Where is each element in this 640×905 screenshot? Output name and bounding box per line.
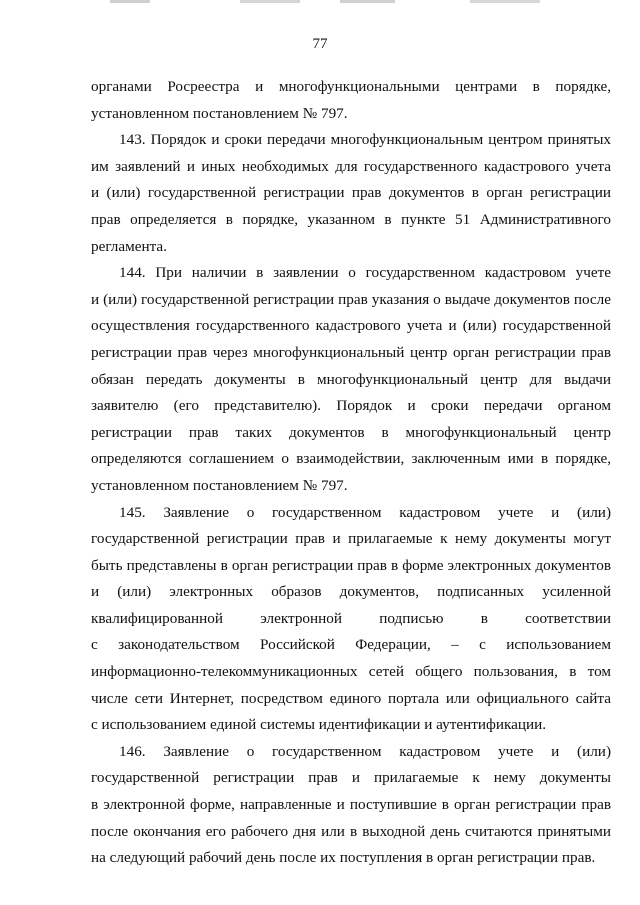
text-line: и (или) электронных образов документов, подписанных усиленной bbox=[91, 583, 611, 601]
text-line: 144. При наличии в заявлении о государственном кадастровом учете bbox=[119, 264, 611, 282]
text-line: им заявлений и иных необходимых для государственного кадастрового учета bbox=[91, 157, 611, 175]
text-line: обязан передать документы в многофункциональный центр для выдачи bbox=[91, 370, 611, 388]
text-line: определяются соглашением о взаимодействии, заключенным ими в порядке, bbox=[91, 450, 611, 468]
text-line: после окончания его рабочего дня или в выходной день считаются принятыми bbox=[91, 822, 611, 840]
text-line: регламента. bbox=[91, 237, 167, 255]
text-line: 145. Заявление о государственном кадастровом учете и (или) bbox=[119, 503, 611, 521]
text-line: числе сети Интернет, посредством единого портала или официального сайта bbox=[91, 689, 611, 707]
page-number: 77 bbox=[312, 36, 328, 52]
scan-top-edge bbox=[0, 0, 640, 3]
text-line: регистрации прав через многофункциональный центр орган регистрации прав bbox=[91, 343, 611, 361]
paragraph-145 bbox=[91, 500, 611, 739]
paragraph-146 bbox=[91, 739, 611, 872]
text-line: на следующий рабочий день после их поступления в орган регистрации прав. bbox=[91, 849, 596, 867]
text-line: государственной регистрации прав и прилагаемые к нему документы bbox=[91, 769, 611, 787]
text-line: органами Росреестра и многофункциональными центрами в порядке, bbox=[91, 78, 611, 95]
text-line: с использованием единой системы идентификации и аутентификации. bbox=[91, 716, 547, 734]
text-line: и (или) государственной регистрации прав документов в орган регистрации bbox=[91, 184, 611, 202]
text-line: осуществления государственного кадастрового учета и (или) государственной bbox=[91, 317, 611, 335]
text-line: в электронной форме, направленные и поступившие в орган регистрации прав bbox=[91, 796, 611, 814]
text-line: быть представлены в орган регистрации прав в форме электронных документов bbox=[91, 556, 611, 574]
text-line: регистрации прав таких документов в многофункциональный центр bbox=[91, 423, 611, 441]
document-body bbox=[91, 74, 611, 872]
text-line: информационно-телекоммуникационных сетей общего пользования, в том bbox=[91, 663, 611, 681]
text-line: 143. Порядок и сроки передачи многофункциональным центром принятых bbox=[119, 131, 611, 149]
paragraph-continuation bbox=[91, 74, 611, 127]
text-line: установленном постановлением № 797. bbox=[91, 104, 348, 122]
text-line: 146. Заявление о государственном кадастровом учете и (или) bbox=[119, 742, 611, 760]
text-line: и (или) государственной регистрации прав указания о выдаче документов после bbox=[91, 290, 611, 308]
text-line: квалифицированной электронной подписью в соответствии bbox=[91, 609, 611, 627]
text-line: прав определяется в порядке, указанном в пункте 51 Административного bbox=[91, 210, 611, 228]
paragraph-143 bbox=[91, 127, 611, 260]
text-line: с законодательством Российской Федерации, – с использованием bbox=[91, 636, 611, 654]
text-line: установленном постановлением № 797. bbox=[91, 476, 348, 494]
paragraph-144 bbox=[91, 260, 611, 499]
text-line: государственной регистрации прав и прилагаемые к нему документы могут bbox=[91, 530, 611, 548]
text-line: заявителю (его представителю). Порядок и сроки передачи органом bbox=[91, 397, 611, 415]
